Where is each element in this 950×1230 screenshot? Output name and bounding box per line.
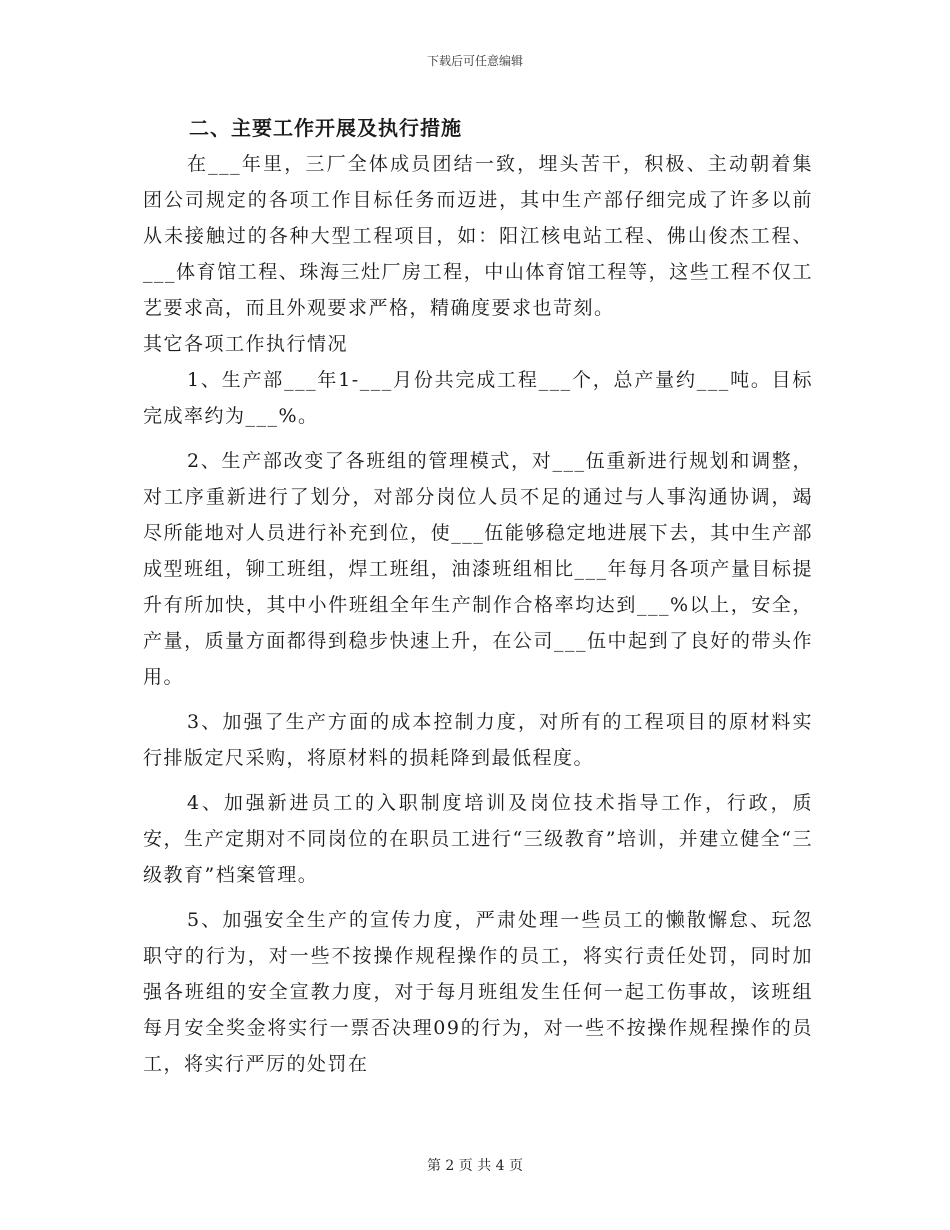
item-paragraph-4: 4、加强新进员工的入职制度培训及岗位技术指导工作，行政，质安，生产定期对不同岗位的在职员工进行“三级教育”培训，并建立健全“三级教育”档案管理。 bbox=[143, 792, 813, 886]
page-number: 第 2 页 共 4 页 bbox=[426, 1158, 524, 1174]
intro-paragraph: 在___年里，三厂全体成员团结一致，埋头苦干，积极、主动朝着集团公司规定的各项工作目标任务而迈进，其中生产部仔细完成了许多以前从未接触过的各种大型工程项目，如：阳江核电站工程、佛山俊杰工程、___体育馆工程、珠海三灶厂房工程，中山体育馆工程等，这些工程不仅工艺要求高，而且外观要求严格，精确度要求也苛刻。 bbox=[143, 153, 813, 319]
subheading: 其它各项工作执行情况 bbox=[143, 333, 349, 355]
item-paragraph-5: 5、加强安全生产的宣传力度，严肃处理一些员工的懒散懈怠、玩忽职守的行为，对一些不按操作规程操作的员工，将实行责任处罚，同时加强各班组的安全宣教力度，对于每月班组发生任何一起工伤事故，该班组每月安全奖金将实行一票否决理09的行为，对一些不按操作规程操作的员工，将实行严厉的处罚在 bbox=[143, 909, 813, 1075]
section-title: 二、主要工作开展及执行措施 bbox=[189, 116, 462, 140]
page-header-note: 下载后可任意编辑 bbox=[426, 54, 523, 68]
item-paragraph-1: 1、生产部___年1-___月份共完成工程___个，总产量约___吨。目标完成率约为___%。 bbox=[143, 369, 813, 427]
item-paragraph-2: 2、生产部改变了各班组的管理模式，对___伍重新进行规划和调整，对工序重新进行了划分，对部分岗位人员不足的通过与人事沟通协调，竭尽所能地对人员进行补充到位，使___伍能够稳定地进展下去，其中生产部成型班组，铆工班组，焊工班组，油漆班组相比___年每月各项产量目标提升有所加快，其中小件班组全年生产制作合格率均达到___%以上，安全，产量，质量方面都得到稳步快速上升，在公司___伍中起到了良好的带头作用。 bbox=[143, 450, 813, 688]
item-paragraph-3: 3、加强了生产方面的成本控制力度，对所有的工程项目的原材料实行排版定尺采购，将原材料的损耗降到最低程度。 bbox=[143, 711, 813, 769]
document-body bbox=[143, 110, 813, 1082]
